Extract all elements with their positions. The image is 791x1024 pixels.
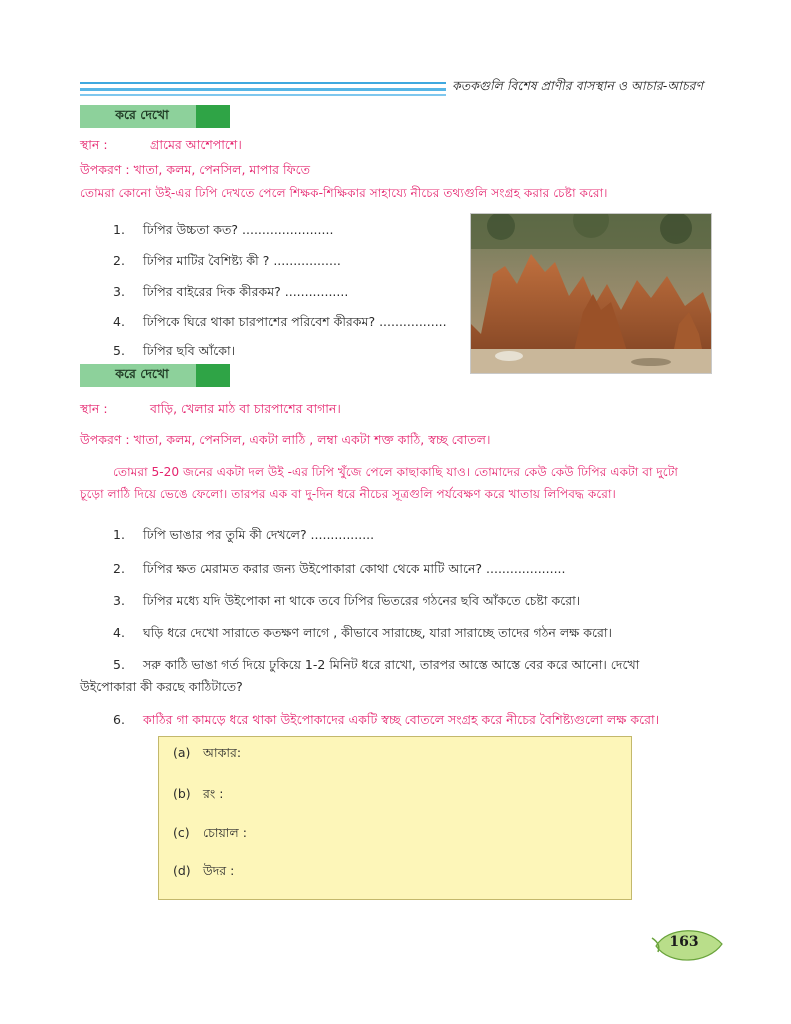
question-text: ঢিপির ক্ষত মেরামত করার জন্য উইপোকারা কোথা থেকে মাটি আনে? .................... [143,561,566,576]
observation-row [173,825,247,845]
question-text: ঢিপির মধ্যে যদি উইপোকা না থাকে তবে ঢিপির ভিতরের গঠনের ছবি আঁকতে চেষ্টা করো। [143,593,581,608]
question-text-continued: উইপোকারা কী করছে কাঠিটাতে? [80,679,243,694]
question-item [113,222,333,242]
instruction-text: চূড়ো লাঠি দিয়ে ভেঙে ফেলো। তারপর এক বা দু-দিন ধরে নীচের সূত্রগুলি পর্যবেক্ষণ করে খাতায় লিপিবদ্ধ করো। [80,487,616,501]
materials-line [80,432,490,452]
place-line [80,401,341,421]
observation-label: রং : [203,786,224,801]
header-rule [80,88,446,91]
question-number: 2. [113,561,125,576]
question-item [113,314,447,334]
tab-marker [196,105,230,128]
materials-line [80,162,310,182]
question-item [113,657,639,677]
observation-row [173,745,241,765]
activity-tab-label: করে দেখো [115,365,169,381]
question-number: 5. [113,657,125,672]
question-number: 2. [113,253,125,268]
question-item [113,343,235,363]
header-rule [80,94,446,96]
question-text: ঢিপির মাটির বৈশিষ্ট্য কী ? ................. [143,253,341,268]
question-item [113,712,659,732]
question-number: 4. [113,314,125,329]
question-text: সরু কাঠি ভাঙা গর্ত দিয়ে ঢুকিয়ে 1-2 মিনিট ধরে রাখো, তারপর আস্তে আস্তে বের করে আনো। দেখো [143,657,640,672]
activity-tab [80,364,230,387]
observation-label: আকার: [203,745,242,760]
question-item [113,527,374,547]
place-label: স্থান : [80,137,108,152]
materials-label: উপকরণ : [80,162,130,177]
question-text: ঢিপি ভাঙার পর তুমি কী দেখলে? ................ [143,527,375,542]
termite-mound-illustration [471,214,711,373]
observation-row [173,786,223,806]
chapter-title: কতকগুলি বিশেষ প্রাণীর বাসস্থান ও আচার-আচরণ [452,78,704,93]
observation-box [158,736,632,900]
question-item [113,593,580,613]
question-text: ঢিপির বাইরের দিক কীরকম? ................ [143,284,349,299]
place-value: বাড়ি, খেলার মাঠ বা চারপাশের বাগান। [149,401,341,416]
place-value: গ্রামের আশেপাশে। [149,137,242,152]
question-text: ঢিপির ছবি আঁকো। [143,343,236,358]
termite-mound-photo [470,213,712,374]
place-line [80,137,242,157]
activity-tab [80,105,230,128]
observation-key: (a) [173,745,191,760]
materials-value: খাতা, কলম, পেনসিল, মাপার ফিতে [133,162,311,177]
question-text: ঘড়ি ধরে দেখো সারাতে কতক্ষণ লাগে , কীভাবে সারাচ্ছে, যারা সারাচ্ছে তাদের গঠন লক্ষ করো। [143,625,612,640]
instruction-text: তোমরা 5-20 জনের একটা দল উই -এর ঢিপি খুঁজে পেলে কাছাকাছি যাও। তোমাদের কেউ কেউ ঢিপির একটা বা দুটো [113,465,678,479]
header-rule [80,82,446,84]
question-number: 6. [113,712,125,727]
question-number: 3. [113,593,125,608]
question-number: 5. [113,343,125,358]
question-item [113,625,612,645]
question-item [113,284,348,304]
observation-row [173,863,234,883]
instruction-text: তোমরা কোনো উই-এর ঢিপি দেখতে পেলে শিক্ষক-শিক্ষিকার সাহায্যে নীচের তথ্যগুলি সংগ্রহ করার চেষ্টা করো। [80,186,608,200]
place-label: স্থান : [80,401,108,416]
observation-key: (d) [173,863,191,878]
question-number: 3. [113,284,125,299]
question-text: ঢিপির উচ্চতা কত? ....................... [143,222,334,237]
observation-key: (b) [173,786,191,801]
question-text: কাঠির গা কামড়ে ধরে থাকা উইপোকাদের একটি স্বচ্ছ বোতলে সংগ্রহ করে নীচের বৈশিষ্ট্যগুলো লক্ষ করো। [143,712,660,727]
question-text: ঢিপিকে ঘিরে থাকা চারপাশের পরিবেশ কীরকম? ................. [143,314,447,329]
question-item [113,561,566,581]
question-item [113,253,341,273]
question-number: 1. [113,222,125,237]
observation-label: চোয়াল : [203,825,247,840]
question-number: 4. [113,625,125,640]
materials-label: উপকরণ : [80,432,130,447]
materials-value: খাতা, কলম, পেনসিল, একটা লাঠি , লম্বা একটা শক্ত কাঠি, স্বচ্ছ বোতল। [133,432,491,447]
activity-tab-label: করে দেখো [115,106,169,122]
observation-label: উদর : [203,863,235,878]
observation-key: (c) [173,825,190,840]
tab-marker [196,364,230,387]
question-number: 1. [113,527,125,542]
page-number: 163 [669,934,699,950]
